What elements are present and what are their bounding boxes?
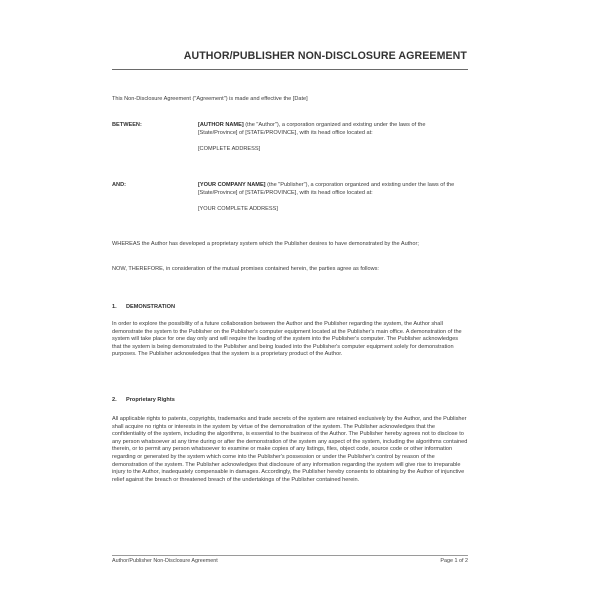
section-1-number: 1. (112, 304, 117, 310)
author-name-placeholder: [AUTHOR NAME] (198, 122, 244, 128)
document-page (112, 50, 468, 570)
footer-document-name: Author/Publisher Non-Disclosure Agreement (112, 558, 218, 564)
section-2-body: All applicable rights to patents, copyrights, trademarks and trade secrets of the system are retained exclusively by the Author, and the Publisher shall acquire no rights or interests in the system by virtue of the demonstration of the system. The Publisher acknowledges that the confidentiality of the system, including the algorithms, is essential to the business of the Author. The Publisher hereby agrees not to disclose to any person whatsoever at any time during or after the demonstration of the system any aspect of the system, including the algorithms contained therein, or to permit any person whatsoever to examine or make copies of any listings, files, object code, source code or other information regarding or generated by the system which come into the Publisher's possession or under the Publisher's control by reason of the demonstration of the system. The Publisher acknowledges that disclosure of any information regarding the system will give rise to irreparable injury to the Author, inadequately compensable in damages. Accordingly, the Publisher hereby consents to obtaining by the Author of injunctive relief against the breach or threatened breach of the undertakings of the Publisher contained herein. (112, 416, 468, 483)
between-text (198, 122, 466, 137)
section-2-number: 2. (112, 397, 117, 403)
between-body (198, 122, 466, 154)
between-description: (the "Author"), a corporation organized and existing under the laws of the [State/Province] of [STATE/PROVINCE], with its head office located at: (198, 122, 426, 136)
document-title: AUTHOR/PUBLISHER NON-DISCLOSURE AGREEMENT (183, 50, 467, 62)
section-1-heading (112, 304, 175, 312)
between-address: [COMPLETE ADDRESS] (198, 146, 261, 153)
and-address: [YOUR COMPLETE ADDRESS] (198, 206, 278, 213)
section-1-title: DEMONSTRATION (126, 304, 175, 310)
and-label: AND: (112, 182, 126, 188)
between-label: BETWEEN: (112, 122, 142, 128)
and-description: (the "Publisher"), a corporation organized and existing under the laws of the [State/Province] of [STATE/PROVINCE], with its head office located at: (198, 182, 455, 196)
and-text (198, 182, 466, 197)
section-2-heading (112, 397, 175, 405)
title-divider (112, 69, 468, 70)
whereas-paragraph: WHEREAS the Author has developed a proprietary system which the Publisher desires to have demonstrated by the Author; (112, 241, 419, 247)
now-therefore-paragraph: NOW, THEREFORE, in consideration of the mutual promises contained herein, the parties agree as follows: (112, 266, 379, 272)
footer-divider (112, 555, 468, 556)
footer-page-number: Page 1 of 2 (440, 558, 468, 564)
section-1-body: In order to explore the possibility of a future collaboration between the Author and the Publisher regarding the system, the Author shall demonstrate the system to the Publisher on the Publisher's computer equipment located at the Publisher's main office. A demonstration of the system will take place for one day only and will require the loading of the system into the Publisher's computer. The Publisher acknowledges that the system is being demonstrated to the Publisher and being loaded into the Publisher's computer equipment solely for demonstration purposes. The Publisher acknowledges that the system is a proprietary product of the Author. (112, 321, 462, 358)
section-2-title: Proprietary Rights (126, 397, 175, 403)
company-name-placeholder: [YOUR COMPANY NAME] (198, 182, 266, 188)
and-body (198, 182, 466, 214)
intro-paragraph: This Non-Disclosure Agreement ("Agreement") is made and effective the [Date] (112, 96, 308, 102)
